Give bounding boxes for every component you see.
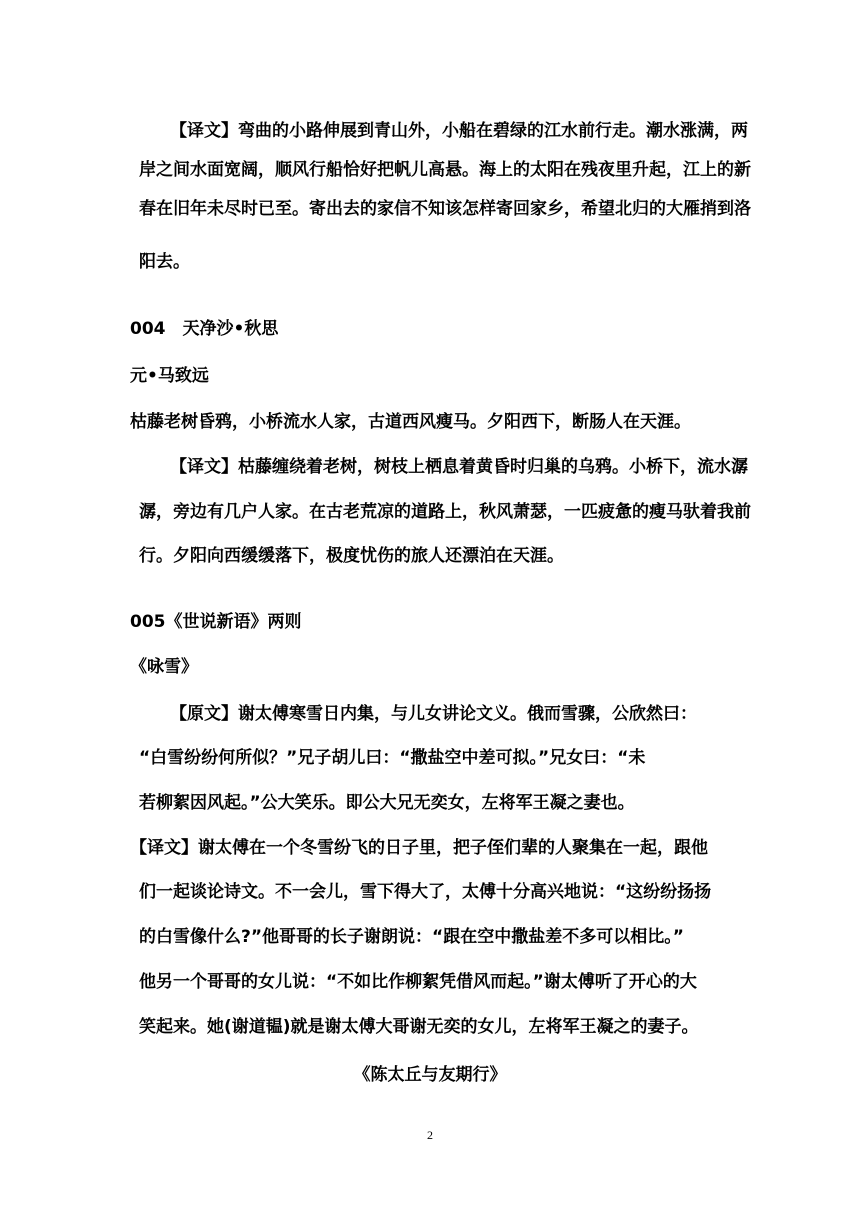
- translation-line: 春在旧年未尽时已至。寄出去的家信不知该怎样寄回家乡，希望北归的大雁捎到洛: [139, 199, 751, 219]
- section-heading-004: 004 天净沙•秋思: [130, 319, 279, 339]
- poem-line: 枯藤老树昏鸦，小桥流水人家，古道西风瘦马。夕阳西下，断肠人在天涯。: [130, 412, 691, 432]
- subsection-title: 《咏雪》: [130, 657, 198, 677]
- translation-line: 【译文】弯曲的小路伸展到青山外，小船在碧绿的江水前行走。潮水涨满，两: [170, 121, 748, 141]
- subsection-title: 《陈太丘与友期行》: [353, 1065, 507, 1085]
- translation-line: 潺，旁边有几户人家。在古老荒凉的道路上，秋风萧瑟，一匹疲惫的瘦马驮着我前: [139, 502, 751, 522]
- translation-line: 笑起来。她(谢道韫)就是谢太傅大哥谢无奕的女儿，左将军王凝之的妻子。: [139, 1017, 699, 1037]
- original-text-line: “白雪纷纷何所似？”兄子胡儿曰：“撒盐空中差可拟。”兄女曰：“未: [139, 748, 646, 768]
- translation-line: 【译文】谢太傅在一个冬雪纷飞的日子里，把子侄们辈的人聚集在一起，跟他: [130, 838, 708, 858]
- translation-line: 行。夕阳向西缓缓落下，极度忧伤的旅人还漂泊在天涯。: [139, 546, 564, 566]
- section-heading-005: 005《世说新语》两则: [130, 612, 302, 632]
- translation-line: 的白雪像什么?”他哥哥的长子谢朗说：“跟在空中撒盐差不多可以相比。”: [139, 927, 684, 947]
- author-line: 元•马致远: [130, 366, 209, 386]
- translation-line: 阳去。: [139, 252, 190, 272]
- original-text-line: 若柳絮因风起。”公大笑乐。即公大兄无奕女，左将军王凝之妻也。: [139, 793, 635, 813]
- page-number: 2: [427, 1128, 433, 1142]
- original-text-line: 【原文】谢太傅寒雪日内集，与儿女讲论文义。俄而雪骤，公欣然曰：: [170, 704, 697, 724]
- translation-line: 岸之间水面宽阔，顺风行船恰好把帆儿高悬。海上的太阳在残夜里升起，江上的新: [139, 160, 751, 180]
- translation-line: 【译文】枯藤缠绕着老树，树枝上栖息着黄昏时归巢的乌鸦。小桥下，流水潺: [170, 457, 748, 477]
- translation-line: 们一起谈论诗文。不一会儿，雪下得大了，太傅十分高兴地说：“这纷纷扬扬: [139, 882, 712, 902]
- translation-line: 他另一个哥哥的女儿说：“不如比作柳絮凭借风而起。”谢太傅听了开心的大: [139, 972, 697, 992]
